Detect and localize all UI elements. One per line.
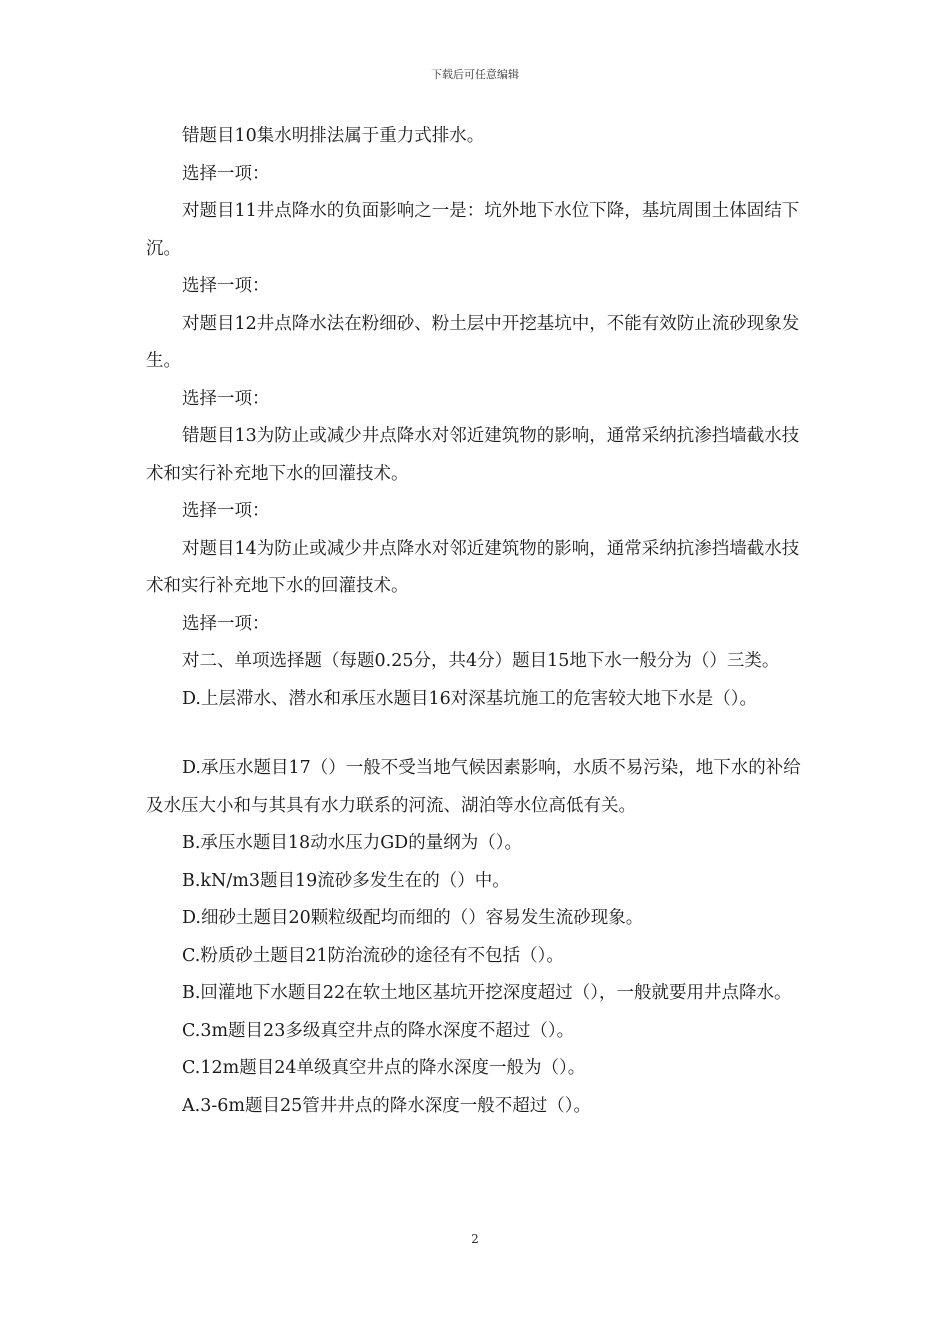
paragraph-choose-4: 选择一项： [182, 501, 270, 521]
paragraph-q21: C.粉质砂土题目21防治流砂的途径有不包括（）。 [182, 945, 564, 966]
page-number: 2 [471, 1232, 479, 1246]
paragraph-q14: 对题目14为防止或减少井点降水对邻近建筑物的影响，通常采纳抗渗挡墙截水技术和实行补充地下水的回灌技术。 [146, 538, 800, 596]
paragraph-q24: C.12m题目24单级真空井点的降水深度一般为（）。 [182, 1058, 586, 1078]
paragraph-choose-3: 选择一项： [182, 388, 270, 409]
paragraph-q22: B.回灌地下水题目22在软土地区基坑开挖深度超过（），一般就要用井点降水。 [182, 983, 792, 1003]
paragraph-q11: 对题目11井点降水的负面影响之一是：坑外地下水位下降，基坑周围土体固结下沉。 [146, 201, 800, 259]
paragraph-choose-5: 选择一项： [182, 613, 270, 634]
paragraph-q12: 对题目12井点降水法在粉细砂、粉土层中开挖基坑中，不能有效防止流砂现象发生。 [146, 313, 800, 371]
spacer [146, 718, 812, 750]
paragraph-q17: D.承压水题目17（）一般不受当地气候因素影响，水质不易污染，地下水的补给及水压大小和与其具有水力联系的河流、湖泊等水位高低有关。 [146, 758, 801, 816]
paragraph-q20: D.细砂土题目20颗粒级配均而细的（）容易发生流砂现象。 [182, 908, 644, 928]
paragraph-choose-2: 选择一项： [182, 276, 270, 296]
document-body [146, 118, 812, 1125]
paragraph-q23: C.3m题目23多级真空井点的降水深度不超过（）。 [182, 1020, 575, 1041]
paragraph-choose-1: 选择一项： [182, 163, 270, 184]
paragraph-q18: B.承压水题目18动水压力GD的量纲为（）。 [182, 833, 522, 853]
paragraph-q19: B.kN/m3题目19流砂多发生在的（）中。 [182, 870, 510, 891]
paragraph-q25: A.3-6m题目25管井井点的降水深度一般不超过（）。 [182, 1095, 591, 1116]
paragraph-q13: 错题目13为防止或减少井点降水对邻近建筑物的影响，通常采纳抗渗挡墙截水技术和实行补充地下水的回灌技术。 [146, 426, 800, 484]
paragraph-section-2-q15: 对二、单项选择题（每题0.25分，共4分）题目15地下水一般分为（）三类。 [182, 651, 780, 671]
page-header: 下载后可任意编辑 [431, 68, 519, 81]
paragraph-q16: D.上层滞水、潜水和承压水题目16对深基坑施工的危害较大地下水是（）。 [182, 688, 757, 709]
paragraph-q10: 错题目10集水明排法属于重力式排水。 [182, 126, 485, 146]
